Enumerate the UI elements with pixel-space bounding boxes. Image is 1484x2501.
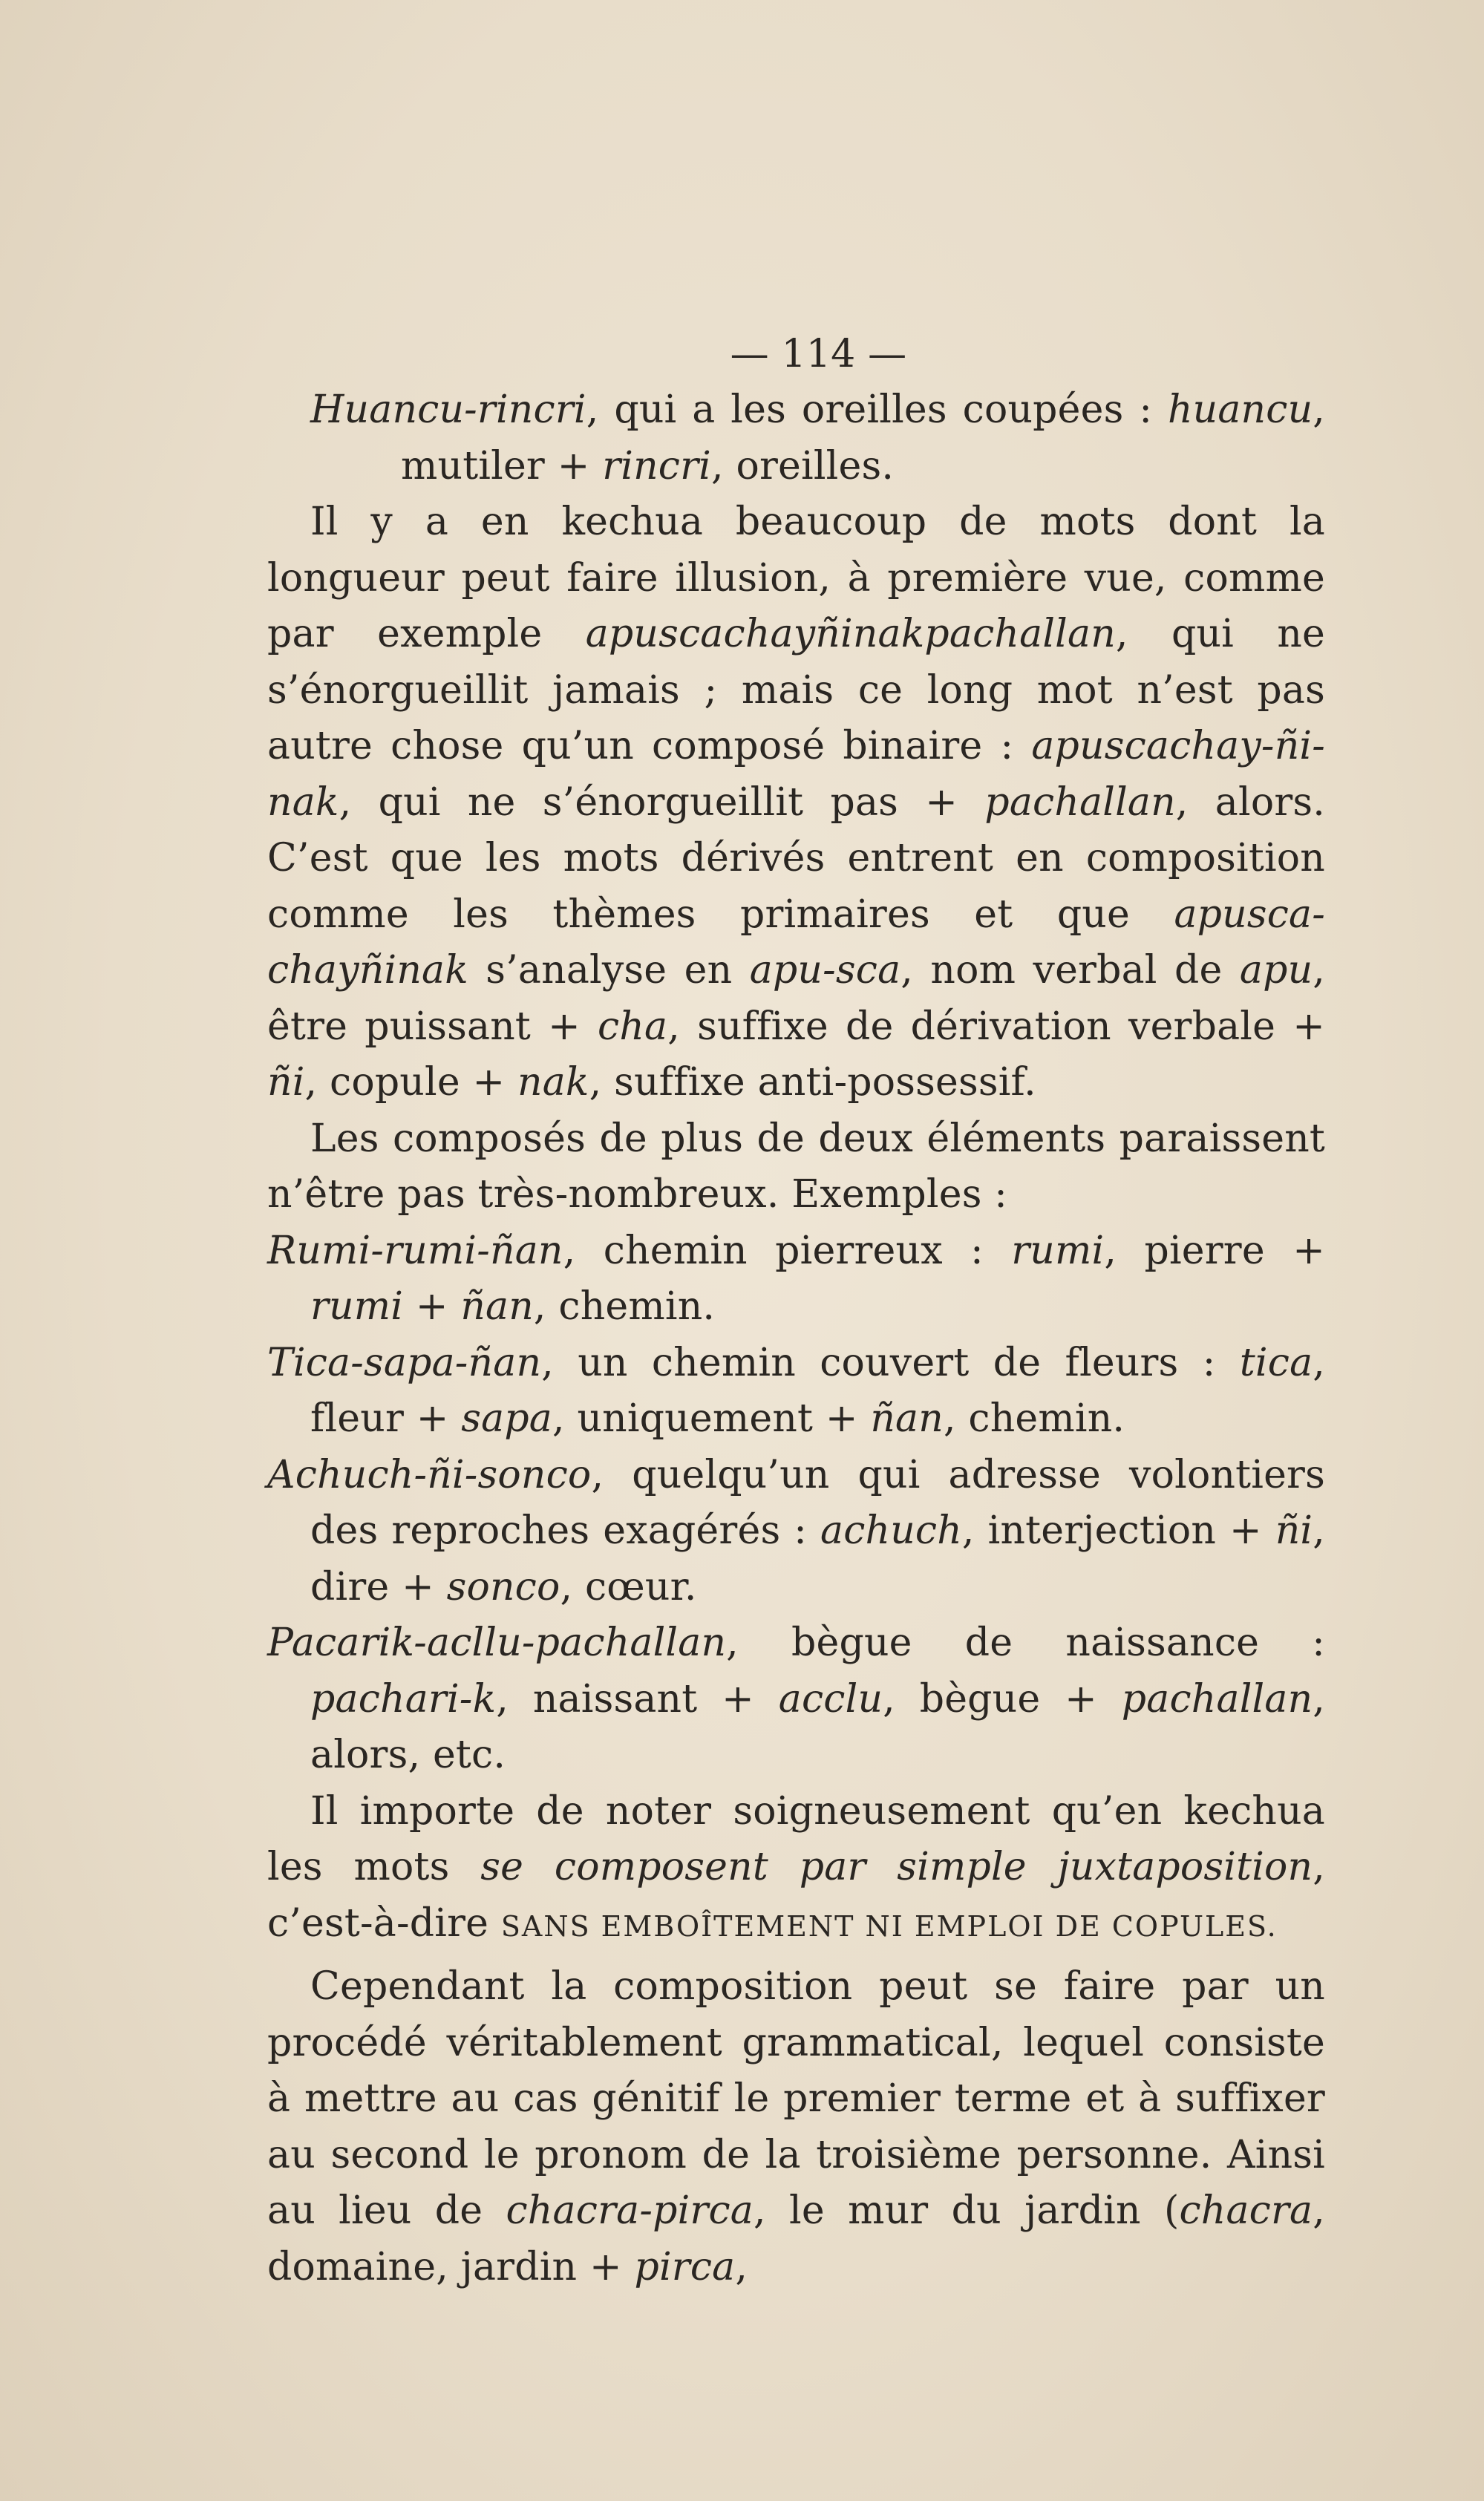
entry-headword: Pacarik-acllu-pachallan (267, 1621, 727, 1665)
paragraph-genitive: Cependant la composition peut se faire par un procédé véritablement grammatical, lequel consiste à mettre au cas génitif le premier terme et à suffixer au second le pronom de la troisième personne. Ainsi au lieu de chacra-pirca, le mur du jardin (chacra, domaine, jardin + pirca, (267, 1964, 1325, 2289)
small-caps-text: SANS EMBOÎTEMENT NI EMPLOI DE COPULES. (500, 1909, 1278, 1943)
paragraph-juxtaposition: Il importe de noter soigneusement qu’en kechua les mots se composent par simple juxtaposition, c’est-à-dire SANS EMBOÎTEMENT NI EMPLOI DE COPULES. (267, 1788, 1325, 1946)
paragraph-long-words: Il y a en kechua beaucoup de mots dont la longueur peut faire illusion, à première vue, comme par exemple apuscachayñinakpachallan, qui ne s’énorgueillit jamais ; mais ce long mot n’est pas autre chose qu’un composé binaire : apuscachay-ñi-nak, qui ne s’énorgueillit pas + pachallan, alors. C’est que les mots dérivés entrent en composition comme les thèmes primaires et que apusca-chayñinak s’analyse en apu-sca, nom verbal de apu, être puissant + cha, suffixe de dérivation verbale + ñi, copule + nak, suffixe anti-possessif. (267, 500, 1326, 1105)
entry-rumi-rumi-nan: Rumi-rumi-ñan, chemin pierreux : rumi, pierre + rumi + ñan, chemin. (267, 1228, 1325, 1329)
entry-headword: Huancu-rincri (310, 388, 586, 432)
entry-achuch-ni-sonco: Achuch-ñi-sonco, quelqu’un qui adresse volontiers des reproches exagérés : achuch, interjection + ñi, dire + sonco, cœur. (267, 1452, 1325, 1609)
page-text (267, 327, 1325, 2295)
paragraph-composes: Les composés de plus de deux éléments paraissent n’être pas très-nombreux. Exemples : (267, 1116, 1325, 1217)
entry-tica-sapa-nan: Tica-sapa-ñan, un chemin couvert de fleurs : tica, fleur + sapa, uniquement + ñan, chemin. (267, 1340, 1325, 1441)
entry-headword: Rumi-rumi-ñan (267, 1228, 563, 1273)
entry-huancu-rincri: Huancu-rincri, qui a les oreilles coupées : huancu, mutiler + rincri, oreilles. (310, 388, 1325, 488)
entry-pacarik-acllu-pachallan: Pacarik-acllu-pachallan, bègue de naissance : pachari-k, naissant + acclu, bègue + pachallan, alors, etc. (267, 1621, 1325, 1777)
entry-headword: Achuch-ñi-sonco (267, 1452, 592, 1497)
page-number: — 114 — (730, 332, 907, 376)
entry-headword: Tica-sapa-ñan (267, 1340, 542, 1385)
